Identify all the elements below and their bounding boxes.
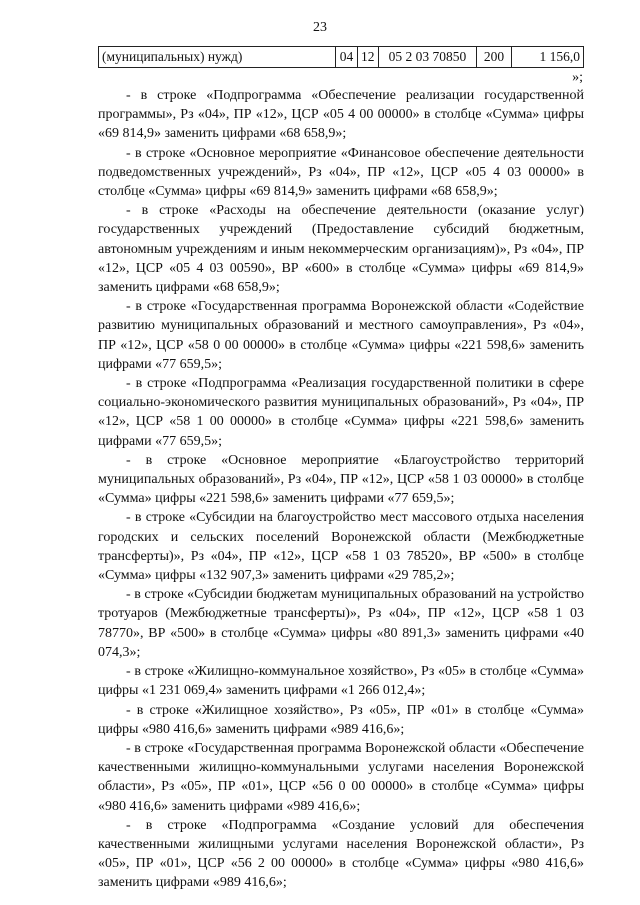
paragraph: - в строке «Жилищное хозяйство», Рз «05», ПР «01» в столбце «Сумма» цифры «980 416,6» заменить цифрами «989 416,6»; bbox=[98, 702, 584, 737]
paragraph: - в строке «Подпрограмма «Создание условий для обеспечения качественными жилищными услугами населения Воронежской области», Рз «05», ПР «01», ЦСР «56 2 00 00000» в столбце «Сумма» цифры «980 416,6» заменить цифрами «989 416,6»; bbox=[98, 817, 584, 891]
table-cell-csr: 05 2 03 70850 bbox=[378, 47, 476, 68]
paragraph: - в строке «Подпрограмма «Реализация государственной политики в сфере социально-экономического развития муниципальных образований», Рз «04», ПР «12», ЦСР «58 1 00 00000» в столбце «Сумма» цифры «221 598,6» заменить цифрами «77 659,5»; bbox=[98, 376, 584, 449]
table-cell-sum: 1 156,0 bbox=[512, 47, 584, 68]
paragraph: - в строке «Основное мероприятие «Финансовое обеспечение деятельности подведомственных учреждений», Рз «04», ПР «12», ЦСР «05 4 03 00000» в столбце «Сумма» цифры «69 814,9» заменить цифрами «68 658,9»; bbox=[98, 145, 584, 200]
table-cell-name: (муниципальных) нужд) bbox=[99, 47, 336, 68]
table-cell-rz: 04 bbox=[336, 47, 357, 68]
paragraph: - в строке «Жилищно-коммунальное хозяйство», Рз «05» в столбце «Сумма» цифры «1 231 069,4» заменить цифрами «1 266 012,4»; bbox=[98, 664, 584, 699]
amendments-text bbox=[98, 86, 584, 893]
paragraph: - в строке «Государственная программа Воронежской области «Содействие развитию муниципальных образований и местного самоуправления», Рз «04», ПР «12», ЦСР «58 0 00 00000» в столбце «Сумма» цифры «221 598,6» заменить цифрами «77 659,5»; bbox=[98, 299, 584, 372]
budget-table bbox=[98, 46, 584, 68]
table-cell-vr: 200 bbox=[476, 47, 511, 68]
paragraph: - в строке «Основное мероприятие «Благоустройство территорий муниципальных образований», Рз «04», ПР «12», ЦСР «58 1 03 00000» в столбце «Сумма» цифры «221 598,6» заменить цифрами «77 659,5»; bbox=[98, 452, 584, 507]
table-cell-pr: 12 bbox=[357, 47, 378, 68]
paragraph: - в строке «Субсидии бюджетам муниципальных образований на устройство тротуаров (Межбюджетные трансферты)», Рз «04», ПР «12», ЦСР «58 1 03 78770», ВР «500» в столбце «Сумма» цифры «80 891,3» заменить цифрами «40 074,3»; bbox=[98, 587, 584, 660]
paragraph: - в строке «Государственная программа Воронежской области «Обеспечение качественными жилищно-коммунальными услугами населения Воронежской области», Рз «05», ПР «01», ЦСР «56 0 00 00000» в столбце «Сумма» цифры «980 416,6» заменить цифрами «989 416,6»; bbox=[98, 740, 584, 814]
paragraph: - в строке «Подпрограмма «Обеспечение реализации государственной программы», Рз «04», ПР «12», ЦСР «05 4 00 00000» в столбце «Сумма» цифры «69 814,9» заменить цифрами «68 658,9»; bbox=[98, 88, 584, 142]
closing-mark: »; bbox=[572, 70, 583, 85]
paragraph: - в строке «Субсидии на благоустройство мест массового отдыха населения городских и сельских поселений Воронежской области (Межбюджетные трансферты)», Рз «04», ПР «12», ЦСР «58 1 03 78520», ВР «500» в столбце «Сумма» цифры «132 907,3» заменить цифрами «29 785,2»; bbox=[98, 510, 584, 584]
table-row bbox=[99, 47, 584, 68]
page-number: 23 bbox=[313, 20, 327, 35]
paragraph: - в строке «Расходы на обеспечение деятельности (оказание услуг) государственных учреждений (Предоставление субсидий бюджетным, автономным учреждениям и иным некоммерческим организациям)», Рз «04», ПР «12», ЦСР «05 4 03 00590», ВР «600» в столбце «Сумма» цифры «69 814,9» заменить цифрами «68 658,9»; bbox=[98, 203, 584, 296]
